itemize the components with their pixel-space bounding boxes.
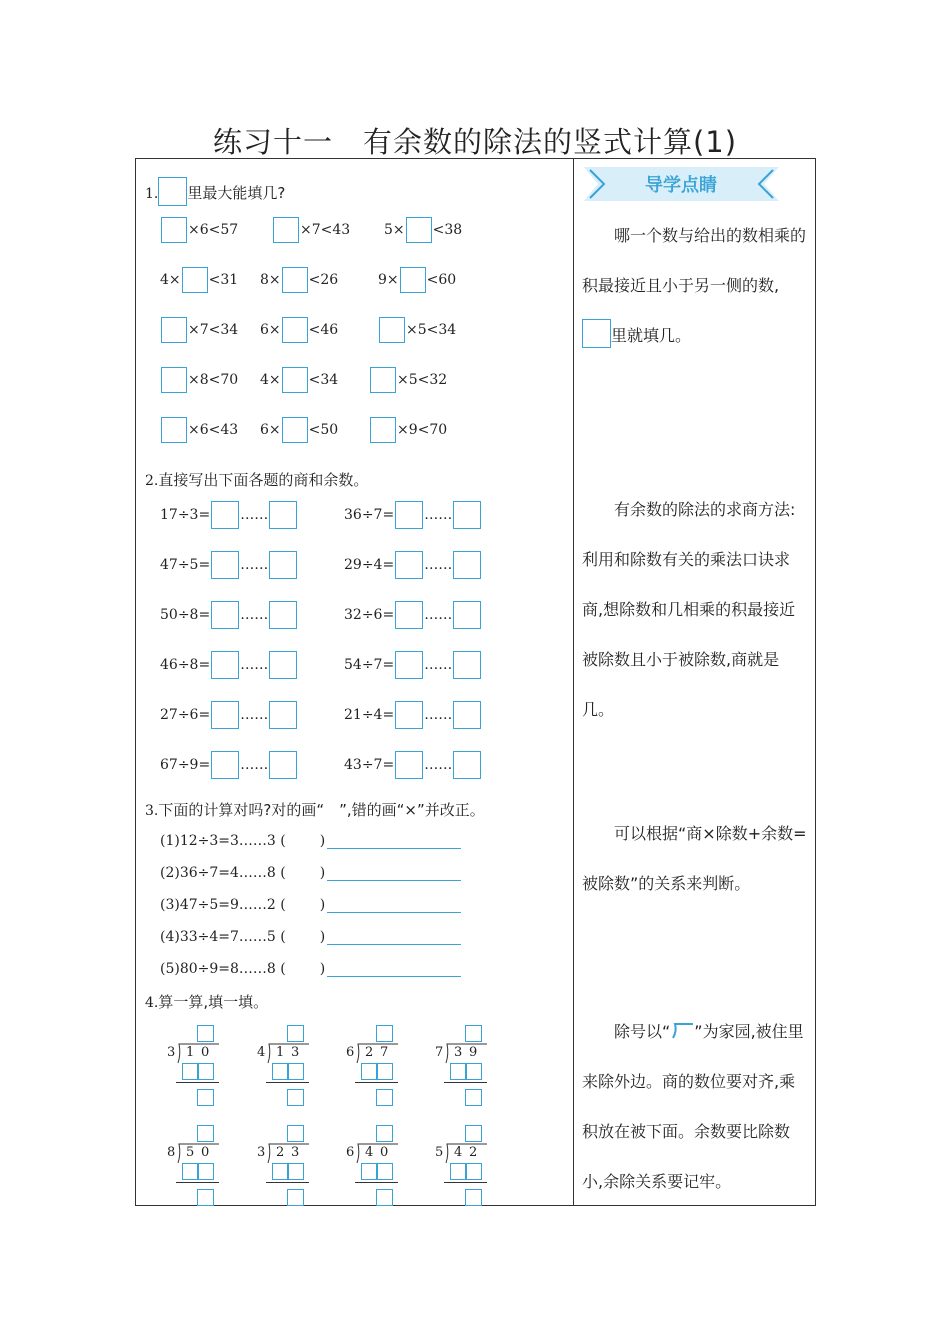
tip-1-text-b: 里就填几。 [611, 326, 692, 345]
product-box[interactable] [376, 1063, 393, 1080]
q4-heading [145, 991, 268, 1012]
answer-box[interactable] [161, 317, 187, 343]
subtraction-line [355, 1182, 398, 1183]
expr-text: <60 [426, 272, 457, 288]
q3-item [160, 865, 461, 881]
expr-text: 43÷7= [344, 757, 395, 773]
remainder-box[interactable] [287, 1189, 304, 1206]
dots-text: …… [240, 657, 269, 673]
paren-text: ) [319, 929, 326, 945]
expr-text: <46 [308, 322, 339, 338]
dots-text: …… [240, 757, 269, 773]
paren-text: ) [319, 865, 326, 881]
remainder-box[interactable] [453, 551, 481, 579]
quotient-box[interactable] [465, 1025, 482, 1042]
product-box[interactable] [197, 1063, 214, 1080]
q2-problem [344, 551, 482, 579]
tip-4 [582, 1007, 810, 1207]
q1-row-5c [369, 417, 447, 443]
q2-heading [145, 469, 368, 490]
tip-1-text: 哪一个数与给出的数相乘的积最接近且小于另一侧的数, [582, 226, 807, 295]
expr-text: (1)12÷3=3……3 ( [160, 833, 286, 849]
remainder-box[interactable] [453, 501, 481, 529]
paren-text: ) [319, 897, 326, 913]
expr-text: 9× [378, 272, 399, 288]
remainder-box[interactable] [269, 501, 297, 529]
dividend-digit: 9 [469, 1045, 478, 1060]
divisor-text: 7 [435, 1045, 444, 1060]
answer-box[interactable] [282, 317, 308, 343]
expr-text: 50÷8= [160, 607, 211, 623]
expr-text: <26 [308, 272, 339, 288]
q2-problem [160, 551, 298, 579]
tip-3 [582, 809, 810, 909]
expr-text: 54÷7= [344, 657, 395, 673]
expr-text: 27÷6= [160, 707, 211, 723]
product-box[interactable] [465, 1163, 482, 1180]
division-bracket-icon [670, 1021, 694, 1039]
dividend-digit: 3 [454, 1045, 463, 1060]
expr-text: <34 [308, 372, 339, 388]
product-box[interactable] [465, 1063, 482, 1080]
expr-text: 4× [160, 272, 181, 288]
correction-line[interactable] [327, 848, 461, 849]
expr-text: 47÷5= [160, 557, 211, 573]
expr-text: <50 [308, 422, 339, 438]
answer-box[interactable] [158, 177, 187, 206]
quotient-box[interactable] [211, 501, 239, 529]
divisor-text: 6 [346, 1145, 355, 1160]
answer-box[interactable] [282, 367, 308, 393]
q1-text: 里最大能填几? [187, 184, 286, 202]
division-bracket-icon [176, 1042, 220, 1064]
tip-3-text: 可以根据“商×除数+余数=被除数”的关系来判断。 [582, 824, 807, 893]
dots-text: …… [424, 657, 453, 673]
dividend-digit: 4 [365, 1145, 374, 1160]
quotient-box[interactable] [465, 1125, 482, 1142]
product-box[interactable] [376, 1163, 393, 1180]
dots-text: …… [424, 707, 453, 723]
quotient-box[interactable] [211, 651, 239, 679]
quotient-box[interactable] [211, 751, 239, 779]
quotient-box[interactable] [287, 1025, 304, 1042]
dots-text: …… [240, 607, 269, 623]
dividend-digit: 2 [469, 1145, 478, 1160]
q2-problem [160, 501, 298, 529]
expr-text: 6× [260, 422, 281, 438]
long-division [164, 1123, 224, 1213]
remainder-box[interactable] [269, 751, 297, 779]
q1-row-4c [369, 367, 447, 393]
product-box[interactable] [287, 1063, 304, 1080]
correction-line[interactable] [327, 880, 461, 881]
q1-row-1 [160, 217, 238, 243]
expr-text: ×9<70 [397, 422, 448, 438]
division-bracket-icon [355, 1042, 399, 1064]
answer-box[interactable] [379, 317, 405, 343]
division-bracket-icon [355, 1142, 399, 1164]
remainder-box[interactable] [197, 1089, 214, 1106]
dividend-digit: 0 [201, 1145, 210, 1160]
q2-problem [344, 601, 482, 629]
correction-line[interactable] [327, 944, 461, 945]
answer-box[interactable] [400, 267, 426, 293]
tip-1 [582, 211, 810, 361]
long-division [343, 1023, 403, 1113]
division-bracket-icon [266, 1042, 310, 1064]
expr-text: (5)80÷9=8……8 ( [160, 961, 286, 977]
q2-problem [344, 651, 482, 679]
answer-box[interactable] [406, 217, 432, 243]
q1-row-3c [378, 317, 456, 343]
divisor-text: 5 [435, 1145, 444, 1160]
long-division [343, 1123, 403, 1213]
answer-box[interactable] [161, 217, 187, 243]
subtraction-line [355, 1082, 398, 1083]
q1-row-1c [384, 217, 462, 243]
q3-item [160, 833, 461, 849]
remainder-box[interactable] [269, 651, 297, 679]
quotient-box[interactable] [197, 1125, 214, 1142]
dividend-digit: 0 [201, 1045, 210, 1060]
q2-problem [160, 701, 298, 729]
correction-line[interactable] [327, 912, 461, 913]
quotient-box[interactable] [376, 1025, 393, 1042]
expr-text: <38 [432, 222, 463, 238]
expr-text: 6× [260, 322, 281, 338]
long-division [164, 1023, 224, 1113]
tip-2 [582, 485, 810, 735]
q4-text: 算一算,填一填。 [158, 993, 269, 1011]
dividend-digit: 3 [291, 1145, 300, 1160]
q3-item [160, 897, 461, 913]
quotient-box[interactable] [395, 651, 423, 679]
dividend-digit: 4 [454, 1145, 463, 1160]
expr-text: (3)47÷5=9……2 ( [160, 897, 286, 913]
expr-text: 36÷7= [344, 507, 395, 523]
q1-row-2a [160, 267, 238, 293]
paren-text: ) [319, 833, 326, 849]
expr-text: 8× [260, 272, 281, 288]
guide-banner-text: 导学点睛 [645, 175, 717, 196]
correction-line[interactable] [327, 976, 461, 977]
answer-box[interactable] [161, 367, 187, 393]
division-bracket-icon [444, 1042, 488, 1064]
remainder-box[interactable] [453, 651, 481, 679]
divisor-text: 4 [257, 1045, 266, 1060]
dots-text: …… [424, 757, 453, 773]
q2-problem [344, 701, 482, 729]
q1-row-2c [378, 267, 456, 293]
remainder-box[interactable] [287, 1089, 304, 1106]
quotient-box[interactable] [197, 1025, 214, 1042]
dots-text: …… [240, 507, 269, 523]
answer-box[interactable] [370, 417, 396, 443]
remainder-box[interactable] [465, 1189, 482, 1206]
remainder-box[interactable] [269, 601, 297, 629]
q1-row-4a [160, 367, 238, 393]
q2-number: 2. [145, 473, 159, 489]
q3-heading [145, 799, 485, 820]
expr-text: ×5<34 [406, 322, 457, 338]
q1-row-3a [160, 317, 238, 343]
long-division [254, 1123, 314, 1213]
answer-box[interactable] [282, 267, 308, 293]
q2-problem [160, 651, 298, 679]
answer-box[interactable] [370, 367, 396, 393]
expr-text: ×5<32 [397, 372, 448, 388]
subtraction-line [266, 1182, 309, 1183]
quotient-box[interactable] [211, 701, 239, 729]
q3-item [160, 929, 461, 945]
expr-text: (2)36÷7=4……8 ( [160, 865, 286, 881]
quotient-box[interactable] [287, 1125, 304, 1142]
quotient-box[interactable] [395, 501, 423, 529]
q1-row-4b [260, 367, 338, 393]
paren-text: ) [319, 961, 326, 977]
dividend-digit: 3 [291, 1045, 300, 1060]
dividend-digit: 1 [276, 1045, 285, 1060]
expr-text: ×7<43 [300, 222, 351, 238]
q3-number: 3. [145, 803, 159, 819]
remainder-box[interactable] [197, 1189, 214, 1206]
q1-number: 1. [145, 186, 159, 202]
tip-4-text-a: 除号以“ [614, 1022, 671, 1041]
expr-text: 5× [384, 222, 405, 238]
dots-text: …… [424, 507, 453, 523]
expr-text: (4)33÷4=7……5 ( [160, 929, 286, 945]
q2-problem [160, 751, 298, 779]
dots-text: …… [240, 557, 269, 573]
answer-box[interactable] [282, 417, 308, 443]
long-division [432, 1123, 492, 1213]
expr-text: 46÷8= [160, 657, 211, 673]
q2-problem [344, 751, 482, 779]
answer-box [582, 319, 611, 348]
expr-text: <31 [208, 272, 239, 288]
expr-text: ×6<43 [188, 422, 239, 438]
quotient-box[interactable] [395, 601, 423, 629]
product-box[interactable] [197, 1163, 214, 1180]
subtraction-line [266, 1082, 309, 1083]
q1-row-2b [260, 267, 338, 293]
q1-row-1b [272, 217, 350, 243]
long-division [432, 1023, 492, 1113]
guide-column [574, 159, 815, 1205]
tip-4-text-b: ”为家园,被住里来除外边。商的数位要对齐,乘积放在被下面。余数要比除数小,余除关系要记牢。 [582, 1022, 804, 1191]
quotient-box[interactable] [395, 751, 423, 779]
subtraction-line [176, 1182, 219, 1183]
remainder-box[interactable] [376, 1189, 393, 1206]
quotient-box[interactable] [395, 551, 423, 579]
quotient-box[interactable] [211, 601, 239, 629]
quotient-box[interactable] [395, 701, 423, 729]
dots-text: …… [240, 707, 269, 723]
dividend-digit: 0 [380, 1145, 389, 1160]
subtraction-line [176, 1082, 219, 1083]
remainder-box[interactable] [453, 601, 481, 629]
expr-text: 21÷4= [344, 707, 395, 723]
quotient-box[interactable] [211, 551, 239, 579]
divisor-text: 3 [257, 1145, 266, 1160]
expr-text: 17÷3= [160, 507, 211, 523]
q1-row-5b [260, 417, 338, 443]
worksheet-table [135, 158, 816, 1206]
subtraction-line [444, 1182, 487, 1183]
remainder-box[interactable] [269, 701, 297, 729]
divisor-text: 6 [346, 1045, 355, 1060]
remainder-box[interactable] [376, 1089, 393, 1106]
quotient-box[interactable] [376, 1125, 393, 1142]
remainder-box[interactable] [269, 551, 297, 579]
dividend-digit: 1 [186, 1045, 195, 1060]
exercise-column [136, 159, 573, 1205]
answer-box[interactable] [273, 217, 299, 243]
remainder-box[interactable] [453, 701, 481, 729]
page-title: 练习十一 有余数的除法的竖式计算(1) [212, 125, 738, 159]
expr-text: 67÷9= [160, 757, 211, 773]
tip-2-text: 有余数的除法的求商方法:利用和除数有关的乘法口诀求商,想除数和几相乘的积最接近被除数且小于被除数,商就是几。 [582, 500, 796, 719]
q4-number: 4. [145, 995, 159, 1011]
product-box[interactable] [287, 1163, 304, 1180]
q2-text: 直接写出下面各题的商和余数。 [158, 471, 369, 489]
division-bracket-icon [444, 1142, 488, 1164]
expr-text: ×8<70 [188, 372, 239, 388]
q2-problem [160, 601, 298, 629]
expr-text: 4× [260, 372, 281, 388]
division-bracket-icon [266, 1142, 310, 1164]
q1-heading [145, 177, 285, 206]
divisor-text: 8 [167, 1145, 176, 1160]
q3-item [160, 961, 461, 977]
q3-text: 下面的计算对吗?对的画“ ”,错的画“×”并改正。 [158, 801, 485, 819]
expr-text: 32÷6= [344, 607, 395, 623]
q1-row-3b [260, 317, 338, 343]
dividend-digit: 5 [186, 1145, 195, 1160]
guide-banner [584, 167, 779, 201]
answer-box[interactable] [161, 417, 187, 443]
expr-text: ×7<34 [188, 322, 239, 338]
dividend-digit: 7 [380, 1045, 389, 1060]
expr-text: ×6<57 [188, 222, 239, 238]
divisor-text: 3 [167, 1045, 176, 1060]
dots-text: …… [424, 607, 453, 623]
remainder-box[interactable] [465, 1089, 482, 1106]
subtraction-line [444, 1082, 487, 1083]
division-bracket-icon [176, 1142, 220, 1164]
dividend-digit: 2 [276, 1145, 285, 1160]
remainder-box[interactable] [453, 751, 481, 779]
answer-box[interactable] [182, 267, 208, 293]
long-division [254, 1023, 314, 1113]
q1-row-5a [160, 417, 238, 443]
expr-text: 29÷4= [344, 557, 395, 573]
q2-problem [344, 501, 482, 529]
dividend-digit: 2 [365, 1045, 374, 1060]
dots-text: …… [424, 557, 453, 573]
